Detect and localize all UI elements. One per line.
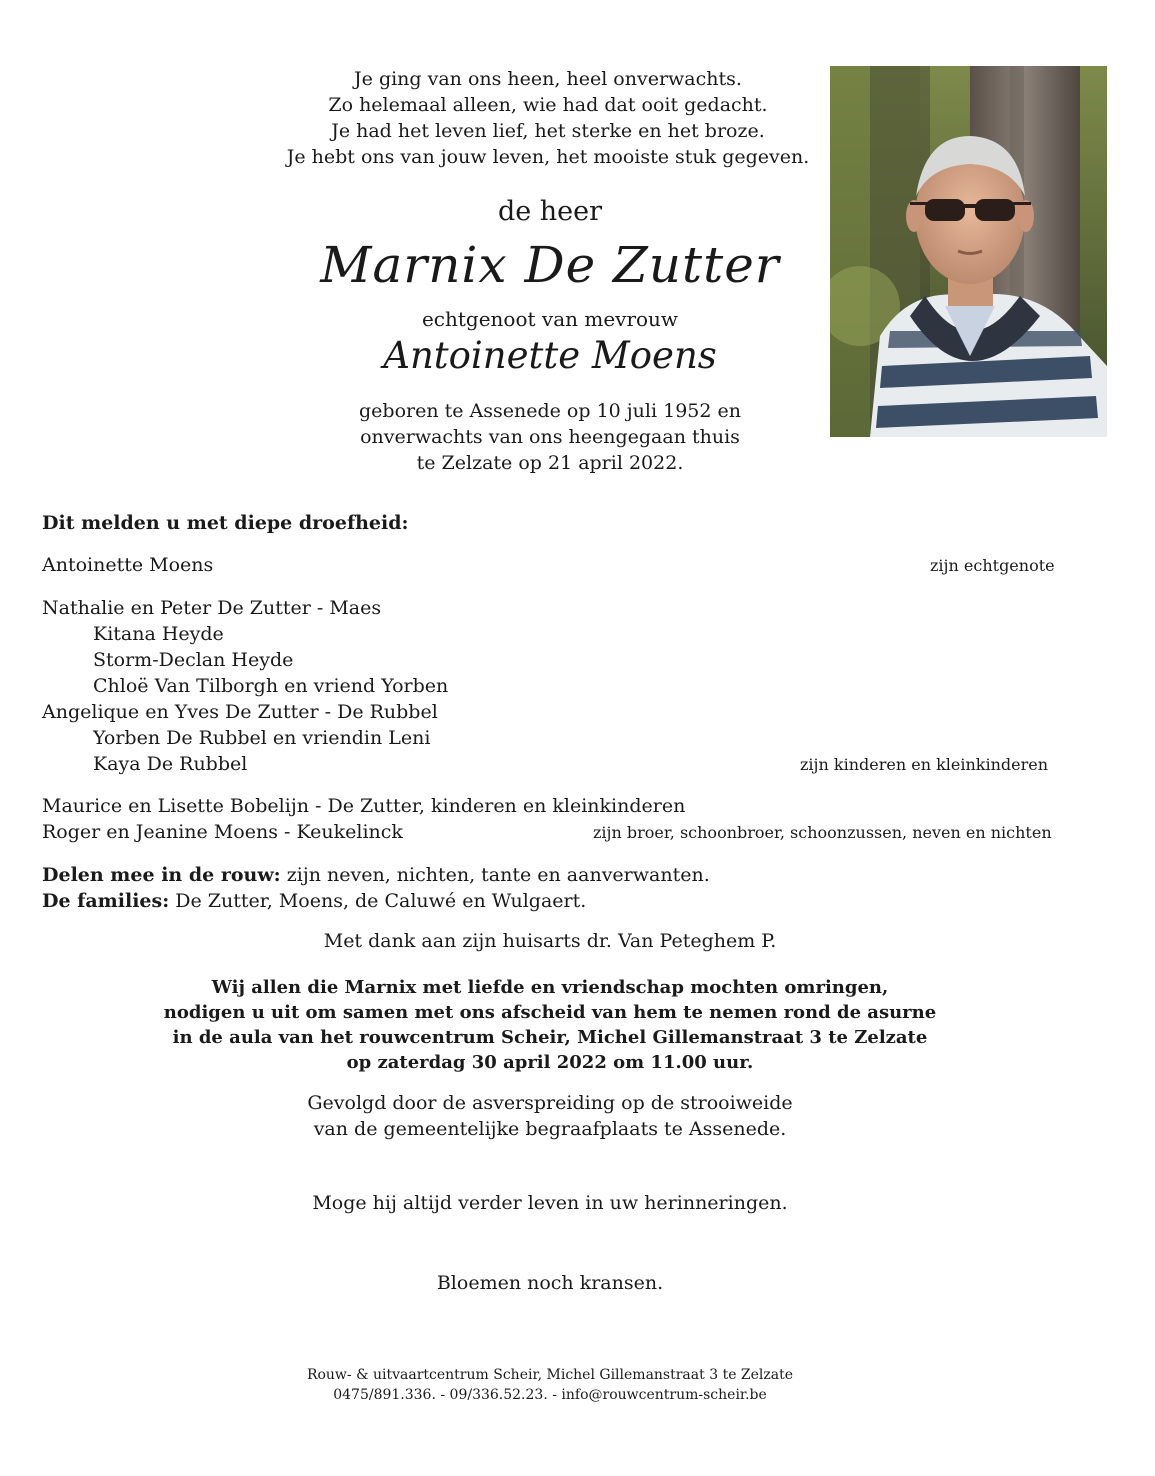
announce-label: Dit melden u met diepe droefheid:	[42, 512, 409, 534]
spouse-relation: zijn echtgenote	[930, 556, 1055, 575]
spouse-name: Antoinette Moens	[383, 334, 717, 377]
share-text: zijn neven, nichten, tante en aanverwanten.	[280, 864, 710, 886]
list-item: Storm-Declan Heyde	[93, 649, 294, 671]
list-item: Maurice en Lisette Bobelijn - De Zutter, kinderen en kleinkinderen	[42, 795, 686, 817]
footer-contact: 0475/891.336. - 09/336.52.23. - info@rouwcentrum-scheir.be	[333, 1387, 767, 1403]
birth-line: geboren te Assenede op 10 juli 1952 en	[359, 400, 741, 422]
share-section	[42, 862, 710, 914]
flowers-line: Bloemen noch kransen.	[436, 1272, 664, 1294]
list-item: Kaya De Rubbel	[93, 753, 248, 775]
poem	[240, 66, 856, 170]
families-text: De Zutter, Moens, de Caluwé en Wulgaert.	[169, 890, 587, 912]
birth-line: te Zelzate op 21 april 2022.	[416, 452, 684, 474]
spouse-entry: Antoinette Moens	[42, 554, 214, 576]
memory-line: Moge hij altijd verder leven in uw herinneringen.	[312, 1192, 788, 1214]
list-item: Chloë Van Tilborgh en vriend Yorben	[93, 675, 449, 697]
birth-line: onverwachts van ons heengegaan thuis	[360, 426, 740, 448]
birth-details	[280, 398, 820, 476]
share-label: Delen mee in de rouw:	[42, 864, 281, 886]
thanks-line: Met dank aan zijn huisarts dr. Van Peteghem P.	[323, 930, 777, 952]
poem-line: Zo helemaal alleen, wie had dat ooit gedacht.	[328, 94, 768, 116]
list-item: Nathalie en Peter De Zutter - Maes	[42, 597, 382, 619]
share-line	[42, 862, 710, 888]
followup-line: van de gemeentelijke begraafplaats te Assenede.	[313, 1118, 787, 1140]
invitation-line: nodigen u uit om samen met ons afscheid van hem te nemen rond de asurne	[163, 1002, 937, 1023]
families-line	[42, 888, 710, 914]
spouse-label: echtgenoot van mevrouw	[421, 307, 679, 331]
list-item: Roger en Jeanine Moens - Keukelinck	[42, 821, 403, 843]
list-item: Angelique en Yves De Zutter - De Rubbel	[42, 701, 438, 723]
siblings-list	[42, 793, 685, 845]
invitation-line: in de aula van het rouwcentrum Scheir, Michel Gillemanstraat 3 te Zelzate	[172, 1027, 928, 1048]
siblings-relation: zijn broer, schoonbroer, schoonzussen, neven en nichten	[593, 823, 1052, 842]
invitation	[140, 975, 960, 1075]
poem-line: Je hebt ons van jouw leven, het mooiste stuk gegeven.	[286, 146, 810, 168]
footer	[200, 1365, 900, 1405]
invitation-line: op zaterdag 30 april 2022 om 11.00 uur.	[346, 1052, 754, 1073]
list-item: Yorben De Rubbel en vriendin Leni	[93, 727, 431, 749]
deceased-name: Marnix De Zutter	[320, 236, 780, 294]
invitation-line: Wij allen die Marnix met liefde en vriendschap mochten omringen,	[211, 977, 889, 998]
poem-line: Je ging van ons heen, heel onverwachts.	[354, 68, 742, 90]
poem-line: Je had het leven lief, het sterke en het broze.	[331, 120, 765, 142]
list-item: Kitana Heyde	[93, 623, 224, 645]
families-label: De families:	[42, 890, 170, 912]
followup-line: Gevolgd door de asverspreiding op de strooiweide	[307, 1092, 793, 1114]
children-list	[42, 595, 448, 777]
children-relation: zijn kinderen en kleinkinderen	[800, 755, 1049, 774]
portrait-photo	[830, 66, 1107, 437]
title-prefix: de heer	[497, 196, 603, 227]
footer-address: Rouw- & uitvaartcentrum Scheir, Michel Gillemanstraat 3 te Zelzate	[306, 1367, 794, 1383]
followup	[200, 1090, 900, 1142]
